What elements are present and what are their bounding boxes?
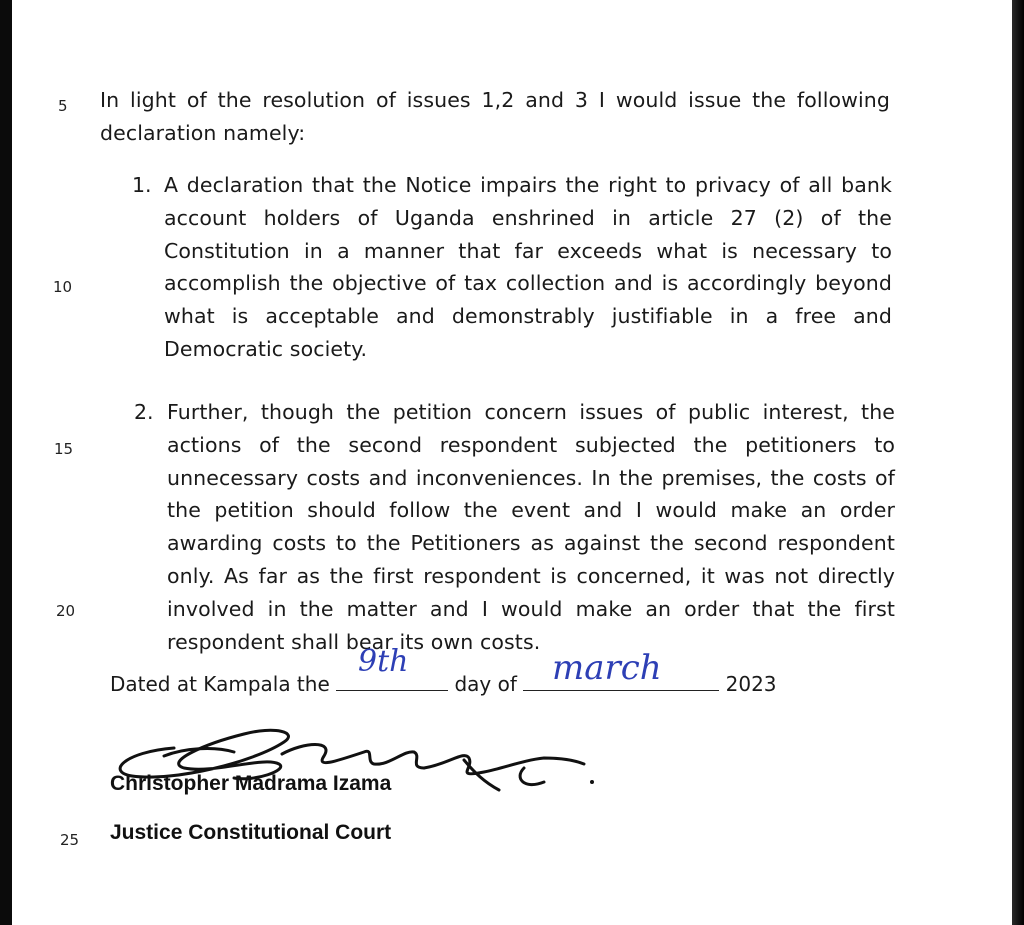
line-number: 15: [54, 440, 74, 458]
signer-title: Justice Constitutional Court: [110, 821, 392, 844]
dated-line: [110, 668, 777, 696]
line-number: 10: [53, 278, 73, 296]
dated-year: 2023: [725, 672, 777, 696]
handwritten-day: 9th: [358, 644, 409, 679]
item-number: 1.: [132, 173, 152, 197]
page-edge-shadow: [1012, 0, 1024, 925]
dated-prefix: Dated at Kampala the: [110, 672, 330, 696]
item-text: Further, though the petition concern issues of public interest, the actions of the second respondent subjected the petitioners to unnecessary costs and inconveniences. In the premises, the costs of the petition should follow the event and I would make an order awarding costs to the Petitioners as against the second respondent only. As far as the first respondent is concerned, it was not directly involved in the matter and I would make an order that the first respondent shall bear its own costs.: [167, 400, 895, 654]
dated-middle: day of: [454, 672, 517, 696]
item-number: 2.: [134, 400, 154, 424]
line-number: 5: [58, 97, 68, 115]
line-number: 20: [56, 602, 76, 620]
signature-scribble: [104, 712, 604, 822]
line-number: 25: [60, 831, 80, 849]
document-page: [12, 0, 1012, 925]
intro-paragraph: In light of the resolution of issues 1,2 and 3 I would issue the following declaration namely:: [100, 88, 890, 145]
item-text: A declaration that the Notice impairs the right to privacy of all bank account holders of Uganda enshrined in article 27 (2) of the Constitution in a manner that far exceeds what is necessary to accomplish the objective of tax collection and is accordingly beyond what is acceptable and demonstrably justifiable in a free and Democratic society.: [164, 173, 892, 361]
handwritten-month: march: [552, 648, 662, 688]
signer-name: Christopher Madrama Izama: [110, 772, 392, 795]
